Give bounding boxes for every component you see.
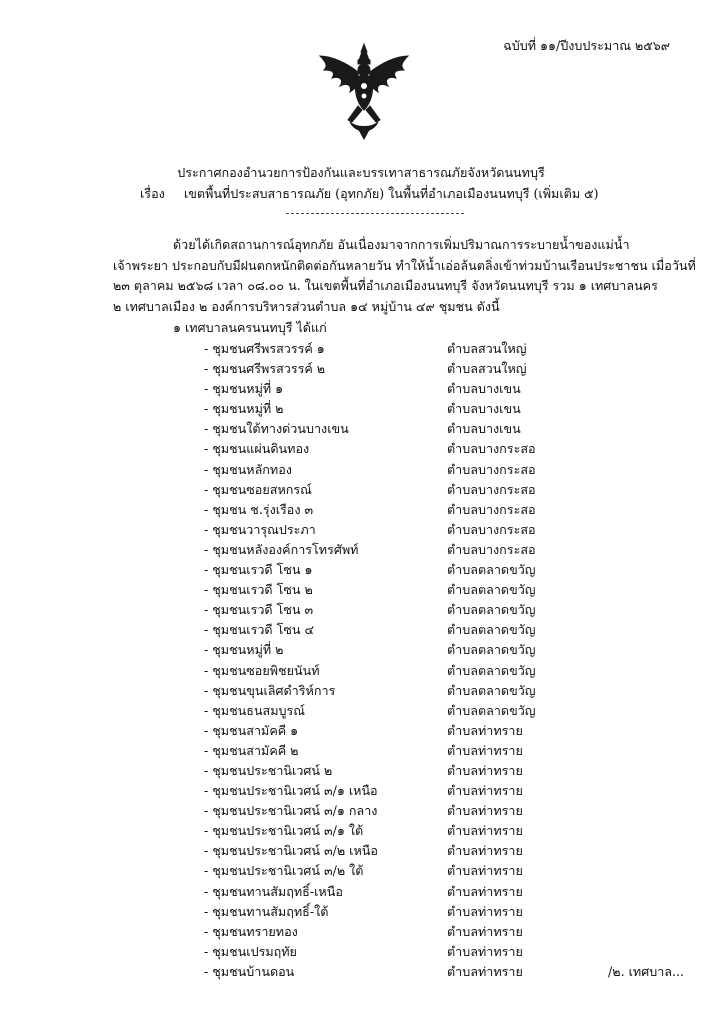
list-item [0, 701, 722, 721]
community-subdistrict: ตำบลท่าทราย [447, 843, 523, 859]
community-name: - ชุมชนเรวดี โซน ๔ [204, 622, 315, 638]
community-subdistrict: ตำบลบางกระสอ [447, 501, 536, 517]
list-item [0, 379, 722, 399]
list-item [0, 580, 722, 600]
community-name: - ชุมชนประชานิเวศน์ ๓/๒ ใต้ [204, 863, 364, 879]
community-subdistrict: ตำบลตลาดขวัญ [447, 682, 536, 698]
community-name: - ชุมชนสามัคคี ๒ [204, 742, 299, 758]
community-name: - ชุมชนซอยพิชยนันท์ [204, 662, 320, 678]
body-line: ๒ เทศบาลเมือง ๒ องค์การบริหารส่วนตำบล ๑๔ หมู่บ้าน ๔๙ ชุมชน ดังนี้ [113, 298, 500, 314]
list-item [0, 399, 722, 419]
community-subdistrict: ตำบลบางกระสอ [447, 541, 536, 557]
community-subdistrict: ตำบลท่าทราย [447, 823, 523, 839]
community-subdistrict: ตำบลท่าทราย [447, 722, 523, 738]
list-heading: ๑ เทศบาลนครนนทบุรี ได้แก่ [173, 320, 327, 335]
list-item [0, 902, 722, 922]
community-name: - ชุมชนใต้ทางด่วนบางเขน [204, 421, 349, 437]
list-item [0, 681, 722, 701]
community-subdistrict: ตำบลท่าทราย [447, 943, 523, 959]
community-subdistrict: ตำบลท่าทราย [447, 783, 523, 799]
community-name: - ชุมชนทานสัมฤทธิ์-เหนือ [204, 883, 343, 899]
community-name: - ชุมชนซอยสหกรณ์ [204, 481, 312, 497]
community-subdistrict: ตำบลตลาดขวัญ [447, 582, 536, 598]
body-line: ๒๓ ตุลาคม ๒๕๖๘ เวลา ๐๘.๐๐ น. ในเขตพื้นที่อำเภอเมืองนนทบุรี จังหวัดนนทบุรี รวม ๑ เทศบาลนคร [113, 278, 658, 293]
list-item [0, 600, 722, 620]
list-item [0, 359, 722, 379]
list-item [0, 480, 722, 500]
list-item [0, 801, 722, 821]
community-subdistrict: ตำบลท่าทราย [447, 963, 523, 979]
page-continuation: /๒. เทศบาล... [608, 964, 684, 979]
list-item [0, 640, 722, 660]
community-name: - ชุมชน ช.รุ่งเรือง ๓ [204, 501, 314, 517]
community-subdistrict: ตำบลบางเขน [447, 401, 521, 417]
subject-text: เขตพื้นที่ประสบสาธารณภัย (อุทกภัย) ในพื้นที่อำเภอเมืองนนทบุรี (เพิ่มเติม ๕) [184, 186, 599, 201]
list-item [0, 942, 722, 962]
list-item [0, 721, 722, 741]
community-subdistrict: ตำบลบางกระสอ [447, 461, 536, 477]
list-item [0, 761, 722, 781]
community-name: - ชุมชนศรีพรสวรรค์ ๒ [204, 361, 326, 377]
community-subdistrict: ตำบลบางกระสอ [447, 441, 536, 457]
community-subdistrict: ตำบลท่าทราย [447, 883, 523, 899]
list-item [0, 500, 722, 520]
list-item [0, 781, 722, 801]
community-subdistrict: ตำบลสวนใหญ่ [447, 341, 527, 356]
list-item [0, 922, 722, 942]
community-name: - ชุมชนประชานิเวศน์ ๓/๑ กลาง [204, 803, 378, 819]
community-subdistrict: ตำบลสวนใหญ่ [447, 361, 527, 377]
list-item [0, 821, 722, 841]
list-item [0, 540, 722, 560]
list-item [0, 841, 722, 861]
list-item [0, 439, 722, 459]
body-line: เจ้าพระยา ประกอบกับมีฝนตกหนักติดต่อกันหลายวัน ทำให้น้ำเอ่อล้นตลิ่งเข้าท่วมบ้านเรือนประชาชน เมื่อวันที่ [113, 257, 696, 273]
community-name: - ชุมชนหมู่ที่ ๑ [204, 381, 284, 397]
list-item [0, 882, 722, 902]
community-subdistrict: ตำบลท่าทราย [447, 803, 523, 819]
community-name: - ชุมชนธนสมบูรณ์ [204, 702, 305, 718]
community-subdistrict: ตำบลบางเขน [447, 421, 521, 437]
community-name: - ชุมชนเปรมฤทัย [204, 943, 297, 959]
community-name: - ชุมชนประชานิเวศน์ ๓/๑ ใต้ [204, 823, 364, 839]
body-paragraph [113, 235, 696, 317]
community-name: - ชุมชนทรายทอง [204, 923, 298, 939]
list-item [0, 620, 722, 640]
list-item [0, 520, 722, 540]
subject-line [140, 184, 599, 204]
community-subdistrict: ตำบลตลาดขวัญ [447, 622, 536, 638]
community-name: - ชุมชนหลักทอง [204, 461, 292, 477]
heading-divider [286, 213, 464, 214]
document-number: ฉบับที่ ๑๑/ปีงบประมาณ ๒๕๖๙ [503, 38, 670, 53]
community-list [0, 339, 722, 982]
community-name: - ชุมชนหลังองค์การโทรศัพท์ [204, 541, 359, 557]
community-name: - ชุมชนหมู่ที่ ๒ [204, 401, 284, 417]
community-subdistrict: ตำบลบางกระสอ [447, 521, 536, 537]
list-item [0, 560, 722, 580]
subject-label: เรื่อง [140, 186, 165, 201]
list-item [0, 460, 722, 480]
community-name: - ชุมชนทานสัมฤทธิ์-ใต้ [204, 903, 329, 919]
community-name: - ชุมชนศรีพรสวรรค์ ๑ [204, 341, 325, 356]
body-line: ด้วยได้เกิดสถานการณ์อุทกภัย อันเนื่องมาจากการเพิ่มปริมาณการระบายน้ำของแม่น้ำ [173, 237, 630, 252]
list-item [0, 419, 722, 439]
community-name: - ชุมชนประชานิเวศน์ ๒ [204, 762, 333, 778]
community-name: - ชุมชนสามัคคี ๑ [204, 722, 299, 738]
community-subdistrict: ตำบลตลาดขวัญ [447, 642, 536, 658]
community-name: - ชุมชนประชานิเวศน์ ๓/๑ เหนือ [204, 783, 378, 799]
community-subdistrict: ตำบลตลาดขวัญ [447, 602, 536, 618]
list-item [0, 339, 722, 359]
community-name: - ชุมชนเรวดี โซน ๓ [204, 602, 314, 618]
community-subdistrict: ตำบลตลาดขวัญ [447, 662, 536, 678]
announcement-title: ประกาศกองอำนวยการป้องกันและบรรเทาสาธารณภัยจังหวัดนนทบุรี [177, 165, 545, 180]
community-name: - ชุมชนประชานิเวศน์ ๓/๒ เหนือ [204, 843, 378, 859]
list-item [0, 861, 722, 881]
community-subdistrict: ตำบลบางเขน [447, 381, 521, 397]
community-name: - ชุมชนหมู่ที่ ๒ [204, 642, 284, 658]
garuda-emblem-icon [318, 42, 410, 140]
community-subdistrict: ตำบลท่าทราย [447, 923, 523, 939]
community-name: - ชุมชนแผ่นดินทอง [204, 441, 310, 457]
community-name: - ชุมชนเรวดี โซน ๒ [204, 582, 313, 598]
list-item [0, 661, 722, 681]
community-subdistrict: ตำบลตลาดขวัญ [447, 702, 536, 718]
community-name: - ชุมชนเรวดี โซน ๑ [204, 562, 313, 578]
list-item [0, 741, 722, 761]
community-subdistrict: ตำบลตลาดขวัญ [447, 562, 536, 578]
community-name: - ชุมชนบ้านดอน [204, 963, 295, 979]
community-subdistrict: ตำบลท่าทราย [447, 742, 523, 758]
community-subdistrict: ตำบลบางกระสอ [447, 481, 536, 497]
community-name: - ชุมชนวารุณประภา [204, 521, 316, 537]
community-subdistrict: ตำบลท่าทราย [447, 903, 523, 919]
community-name: - ชุมชนขุนเลิศดำริห์การ [204, 682, 336, 698]
community-subdistrict: ตำบลท่าทราย [447, 762, 523, 778]
community-subdistrict: ตำบลท่าทราย [447, 863, 523, 879]
